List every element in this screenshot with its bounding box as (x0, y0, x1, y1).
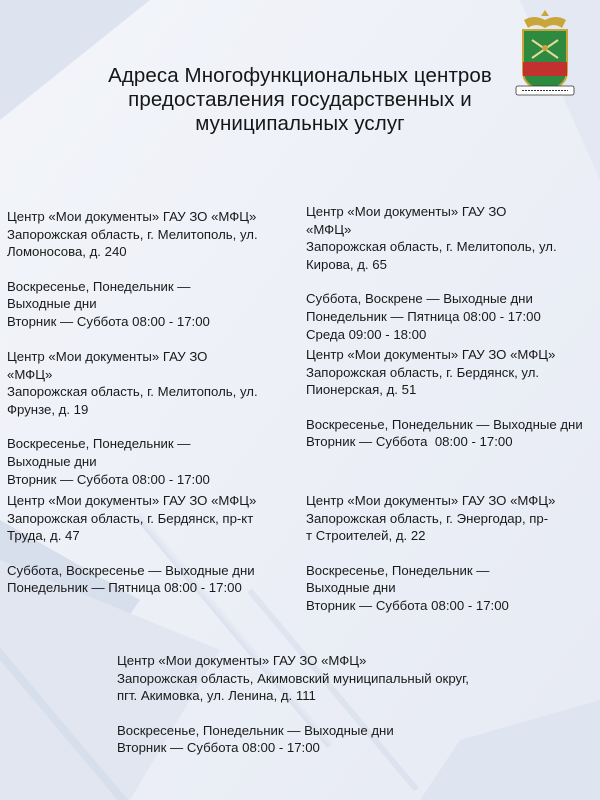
office-entry (7, 348, 275, 488)
office-schedule: Вторник — Суббота 08:00 - 17:00 (7, 313, 210, 329)
office-schedule: Воскресенье, Понедельник — Выходные дни (306, 562, 490, 596)
office-entry (7, 492, 287, 597)
office-address: Запорожская область, г. Мелитополь, ул. Фрунзе, д. 19 (7, 384, 258, 417)
office-name: Центр «Мои документы» ГАУ ЗО «МФЦ» (7, 349, 208, 382)
office-address: Запорожская область, г. Мелитополь, ул. Ломоносова, д. 240 (7, 226, 258, 260)
office-schedule: Вторник — Суббота 08:00 - 17:00 (306, 434, 513, 450)
office-schedule: Воскресенье, Понедельник — Выходные дни (7, 436, 191, 469)
office-schedule: Вторник — Суббота 08:00 - 17:00 (117, 740, 320, 756)
office-name: Центр «Мои документы» ГАУ ЗО «МФЦ» (306, 347, 556, 362)
office-address: Запорожская область, г. Бердянск, пр-кт Труда, д. 47 (7, 510, 254, 544)
office-schedule: Понедельник — Пятница 08:00 - 17:00 (306, 308, 541, 324)
office-schedule: Воскресенье, Понедельник — Выходные дни (306, 416, 583, 432)
office-name: Центр «Мои документы» ГАУ ЗО «МФЦ» (306, 493, 556, 508)
office-address: Запорожская область, г. Бердянск, ул. Пионерская, д. 51 (306, 364, 540, 398)
office-address: Запорожская область, Акимовский муниципальный округ, пгт. Акимовка, ул. Ленина, д. 111 (117, 670, 469, 704)
office-schedule: Среда 09:00 - 18:00 (306, 326, 427, 342)
office-address: Запорожская область, г. Энергодар, пр-т Строителей, д. 22 (306, 510, 549, 544)
office-address: Запорожская область, г. Мелитополь, ул. Кирова, д. 65 (306, 239, 557, 272)
office-name: Центр «Мои документы» ГАУ ЗО «МФЦ» (306, 204, 507, 237)
office-entry (117, 652, 487, 757)
office-entry (306, 346, 596, 451)
office-schedule: Суббота, Воскрене — Выходные дни (306, 291, 533, 307)
office-schedule: Воскресенье, Понедельник — Выходные дни (117, 722, 394, 738)
office-name: Центр «Мои документы» ГАУ ЗО «МФЦ» (7, 493, 257, 508)
office-entry (306, 492, 591, 615)
page-title: Адреса Многофункциональных центров предоставления государственных и муниципальных услуг (108, 64, 492, 135)
office-entry (7, 208, 292, 331)
office-schedule: Вторник — Суббота 08:00 - 17:00 (7, 471, 210, 487)
office-schedule: Суббота, Воскресенье — Выходные дни (7, 562, 255, 578)
office-entry (306, 203, 574, 343)
office-name: Центр «Мои документы» ГАУ ЗО «МФЦ» (117, 653, 367, 668)
office-schedule: Понедельник — Пятница 08:00 - 17:00 (7, 580, 242, 596)
office-name: Центр «Мои документы» ГАУ ЗО «МФЦ» (7, 209, 257, 224)
office-schedule: Воскресенье, Понедельник — Выходные дни (7, 278, 191, 312)
office-schedule: Вторник — Суббота 08:00 - 17:00 (306, 597, 509, 613)
